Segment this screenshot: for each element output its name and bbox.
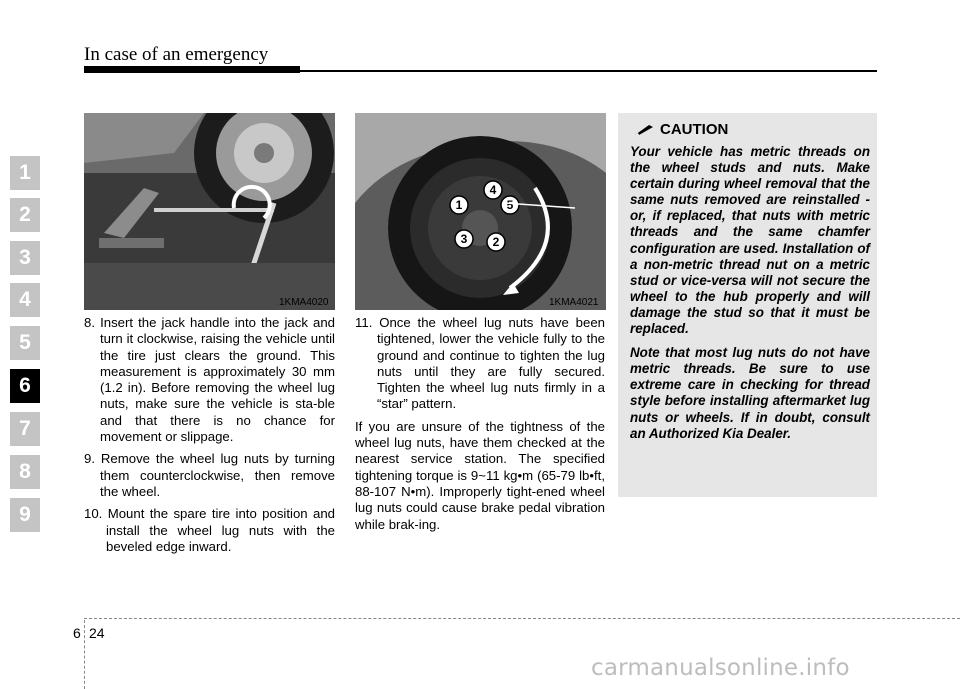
- tightness-note: If you are unsure of the tightness of the wheel lug nuts, have them checked at the nearest service station. The specified tightening torque is 9~11 kg•m (65-79 lb•ft, 88-107 N•m). Improperly tight-ened wheel lug nuts could cause brake pedal vibration while brak-ing.: [355, 418, 605, 532]
- caution-header: [634, 121, 728, 138]
- lug-number-2: 2: [492, 235, 500, 249]
- caution-body: [630, 144, 870, 450]
- chapter-tab-1[interactable]: 1: [10, 156, 40, 190]
- caution-box: [618, 113, 877, 497]
- step-9: 9. Remove the wheel lug nuts by turning them counterclockwise, then remove the wheel.: [84, 451, 335, 499]
- left-image-code: 1KMA4020: [279, 297, 329, 308]
- lug-number-3: 3: [460, 232, 468, 246]
- caution-paragraph-1: Your vehicle has metric threads on the wheel studs and nuts. Make certain during wheel removal that the same nuts removed are reinstalled - or, if replaced, that nuts with metric threads and the same chamfer configuration are used. Installation of a non-metric thread nut on a metric stud or vice-versa will not secure the wheel to the hub properly and will damage the stud so that it must be replaced.: [630, 144, 870, 337]
- pencil-icon: [634, 124, 654, 136]
- right-instructions: [355, 315, 605, 533]
- footer-rule: [84, 618, 960, 619]
- lug-number-4: 4: [489, 183, 497, 197]
- footer-vertical-rule: [84, 620, 85, 689]
- watermark: carmanualsonline.info: [591, 655, 850, 681]
- footer-chapter-number: 6: [73, 625, 81, 641]
- chapter-tab-8[interactable]: 8: [10, 455, 40, 489]
- chapter-tab-9[interactable]: 9: [10, 498, 40, 532]
- chapter-tab-3[interactable]: 3: [10, 241, 40, 275]
- caution-paragraph-2: Note that most lug nuts do not have metric threads. Be sure to use extreme care in checking for thread style before installing aftermarket lug nuts or wheels. If in doubt, consult an Authorized Kia Dealer.: [630, 345, 870, 441]
- left-instructions: [84, 315, 335, 561]
- footer-page-number: 24: [89, 625, 105, 641]
- wheel-lug-pattern-photo: [355, 113, 606, 310]
- header-rule-thin: [300, 70, 877, 72]
- page-header-title: In case of an emergency: [84, 44, 269, 65]
- chapter-tab-4[interactable]: 4: [10, 283, 40, 317]
- chapter-tab-7[interactable]: 7: [10, 412, 40, 446]
- lug-number-5: 5: [506, 198, 514, 212]
- step-10: 10. Mount the spare tire into position and install the wheel lug nuts with the beveled edge inward.: [84, 506, 335, 554]
- chapter-tab-2[interactable]: 2: [10, 198, 40, 232]
- right-image-code: 1KMA4021: [549, 297, 599, 308]
- step-11: 11. Once the wheel lug nuts have been tightened, lower the vehicle fully to the ground and continue to tighten the lug nuts until they are fully secured. Tighten the wheel lug nuts firmly in a “star” pattern.: [355, 315, 605, 412]
- caution-title: CAUTION: [660, 121, 729, 138]
- chapter-tab-6[interactable]: 6: [10, 369, 40, 403]
- jack-handle-photo: [84, 113, 335, 310]
- lug-number-1: 1: [455, 198, 463, 212]
- chapter-tab-5[interactable]: 5: [10, 326, 40, 360]
- step-8: 8. Insert the jack handle into the jack and turn it clockwise, raising the vehicle until the tire just clears the ground. This measurement is approximately 30 mm (1.2 in). Before removing the wheel lug nuts, make sure the vehicle is sta-ble and that there is no chance for movement or slippage.: [84, 315, 335, 445]
- header-rule-thick: [84, 66, 300, 73]
